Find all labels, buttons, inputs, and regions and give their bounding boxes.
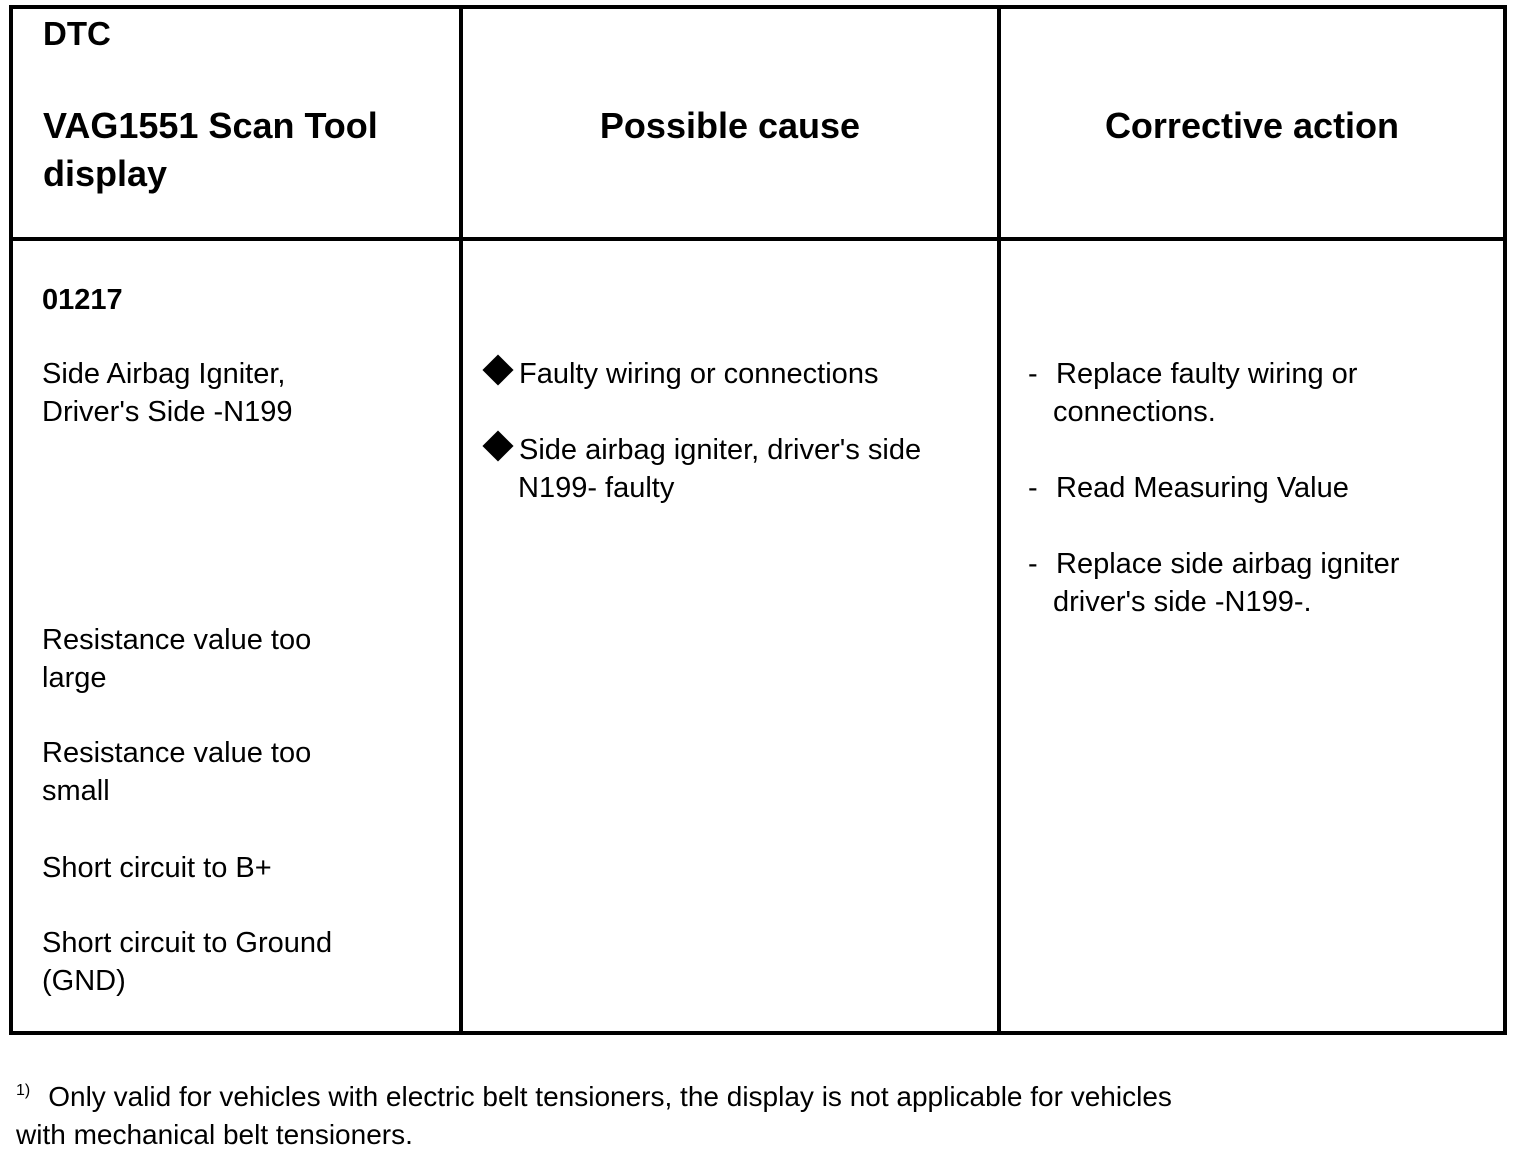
footnote-marker: 1) bbox=[16, 1082, 31, 1099]
dtc-code: 01217 bbox=[42, 284, 123, 316]
condition-short-ground-line1: Short circuit to Ground bbox=[42, 927, 333, 959]
condition-resistance-small-line1: Resistance value too bbox=[42, 737, 312, 769]
footnote-text-line1: Only valid for vehicles with electric belt tensioners, the display is not applicable for vehicles bbox=[48, 1081, 1172, 1112]
footnote-line1 bbox=[16, 1078, 1172, 1116]
action-item-1 bbox=[1028, 355, 1357, 393]
header-possible-cause: Possible cause bbox=[599, 105, 861, 146]
action-1-text-line1: Replace faulty wiring or bbox=[1056, 358, 1358, 390]
component-name-line2: Driver's Side -N199 bbox=[42, 396, 293, 428]
dtc-table bbox=[9, 5, 1507, 1035]
column-divider-1 bbox=[459, 9, 463, 1031]
condition-resistance-large-line2: large bbox=[42, 662, 107, 694]
component-name-line1: Side Airbag Igniter, bbox=[42, 358, 286, 390]
condition-short-ground-line2: (GND) bbox=[42, 965, 126, 997]
footnote-line2: with mechanical belt tensioners. bbox=[16, 1119, 413, 1150]
diamond-bullet-icon bbox=[482, 430, 513, 461]
action-2-text: Read Measuring Value bbox=[1056, 472, 1349, 504]
action-item-2 bbox=[1028, 469, 1349, 507]
dash-bullet: - bbox=[1028, 358, 1038, 390]
header-dtc: DTC bbox=[43, 15, 111, 52]
condition-resistance-large-line1: Resistance value too bbox=[42, 624, 312, 656]
action-item-3 bbox=[1028, 545, 1399, 583]
header-scan-tool-line1: VAG1551 Scan Tool bbox=[43, 105, 378, 146]
action-3-text-line1: Replace side airbag igniter bbox=[1056, 548, 1400, 580]
action-3-text-line2: driver's side -N199-. bbox=[1053, 586, 1312, 618]
condition-short-bplus: Short circuit to B+ bbox=[42, 852, 272, 884]
cause-item-2 bbox=[487, 431, 921, 469]
diamond-bullet-icon bbox=[482, 354, 513, 385]
column-divider-2 bbox=[997, 9, 1001, 1031]
dash-bullet: - bbox=[1028, 548, 1038, 580]
cause-2-text-line2: N199- faulty bbox=[518, 472, 675, 504]
condition-resistance-small-line2: small bbox=[42, 775, 110, 807]
header-scan-tool-line2: display bbox=[43, 153, 168, 194]
dash-bullet: - bbox=[1028, 472, 1038, 504]
cause-2-text-line1: Side airbag igniter, driver's side bbox=[519, 434, 922, 466]
header-corrective-action: Corrective action bbox=[1104, 105, 1400, 146]
action-1-text-line2: connections. bbox=[1053, 396, 1216, 428]
cause-item-1 bbox=[487, 355, 878, 393]
header-divider bbox=[13, 237, 1503, 241]
cause-1-text: Faulty wiring or connections bbox=[519, 358, 879, 390]
